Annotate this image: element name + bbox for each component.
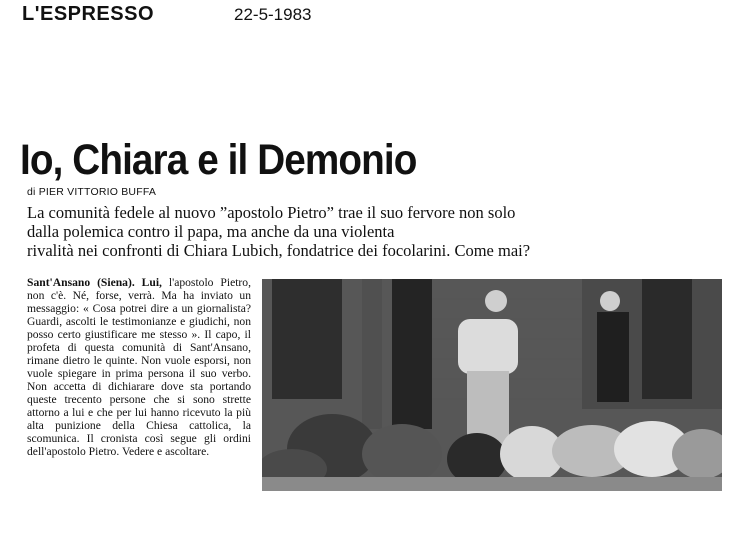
deck-line: rivalità nei confronti di Chiara Lubich, fondatrice dei focolarini. Come mai? — [27, 241, 531, 260]
dateline: Sant'Ansano (Siena). Lui, — [27, 276, 162, 289]
masthead: L'ESPRESSO — [22, 3, 155, 25]
deck-line: La comunità fedele al nuovo ”apostolo Pietro” trae il suo fervore non solo — [27, 203, 516, 222]
deck-line: dalla polemica contro il papa, ma anche da una violenta — [27, 222, 395, 241]
body-text: l'apostolo Pietro, non c'è. Né, forse, verrà. Ma ha inviato un messaggio: « Cosa potrei dire a un giornalista? Guardi, ascolti le testimonianze e giudichi, non posso certo giustificare me stesso ». Il capo, il profeta di questa comunità di Sant'Ansano, rimane dietro le quinte. Non vuole esporsi, non vuole spiegare in prima persona il suo verbo. Non accetta di dichiarare dove sta portando queste trecento persone che si sono strette attorno a lui e che per lui hanno ricevuto la più alta punizione della Chiesa cattolica, la scomunica. Il cronista così segue gli ordini dell'apostolo Pietro. Vedere e ascoltare. — [27, 276, 251, 458]
article-photo — [262, 279, 722, 491]
publication-date: 22-5-1983 — [234, 5, 312, 24]
crowd-photo-image — [262, 279, 722, 491]
article-body — [27, 276, 251, 458]
article-deck — [27, 203, 717, 260]
article-title: Io, Chiara e il Demonio — [20, 136, 417, 184]
byline: di PIER VITTORIO BUFFA — [27, 186, 157, 198]
